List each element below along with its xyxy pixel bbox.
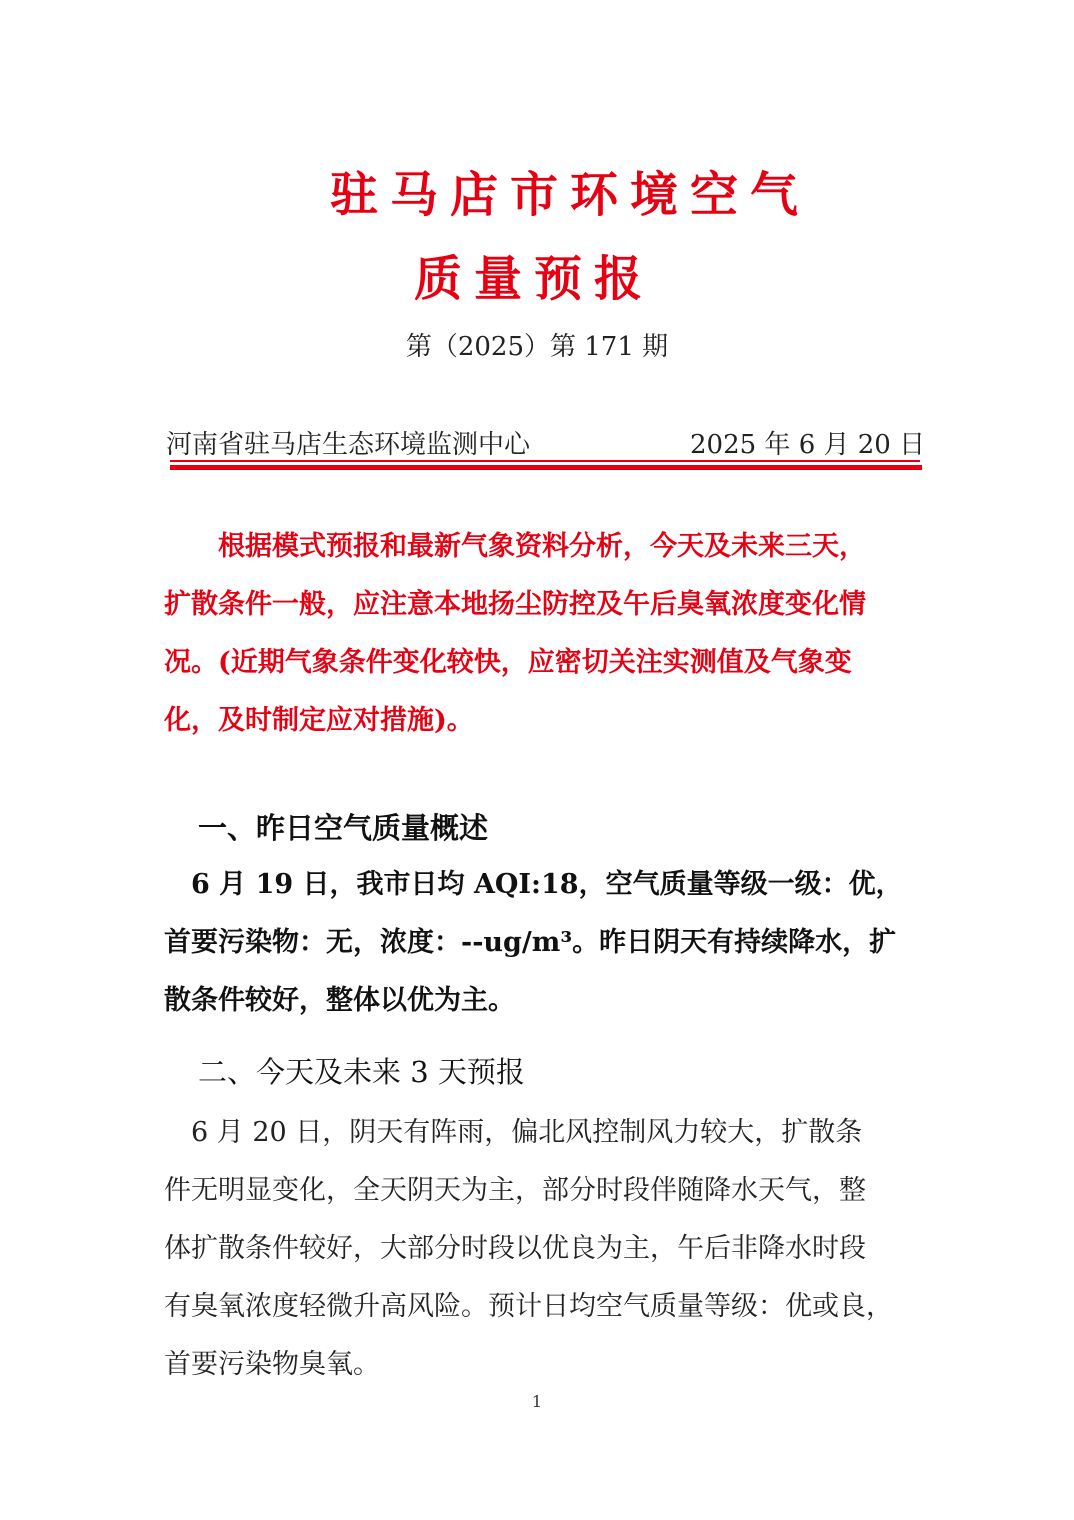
section2-line: 件无明显变化，全天阴天为主，部分时段伴随降水天气，整 [164, 1175, 866, 1206]
issuing-organization: 河南省驻马店生态环境监测中心 [166, 430, 531, 460]
page-number: 1 [531, 1392, 543, 1411]
report-title-line2: 质量预报 [414, 251, 655, 307]
section2-heading: 二、今天及未来 3 天预报 [198, 1055, 525, 1089]
issue-number: 第（2025）第 171 期 [405, 332, 669, 362]
section2-paragraph [164, 1104, 914, 1394]
section2-line: 有臭氧浓度轻微升高风险。预计日均空气质量等级：优或良， [164, 1291, 893, 1322]
section2-line: 6 月 20 日，阴天有阵雨，偏北风控制风力较大，扩散条 [164, 1117, 863, 1148]
summary-line: 化，及时制定应对措施)。 [164, 705, 474, 736]
summary-line: 况。(近期气象条件变化较快，应密切关注实测值及气象变 [164, 647, 852, 678]
section2-line: 首要污染物臭氧。 [164, 1349, 380, 1380]
header-divider-thin [170, 460, 920, 462]
section1-paragraph [164, 856, 914, 1030]
summary-line: 根据模式预报和最新气象资料分析，今天及未来三天， [164, 531, 866, 562]
summary-paragraph [164, 518, 914, 750]
section1-heading: 一、昨日空气质量概述 [198, 811, 489, 845]
summary-line: 扩散条件一般，应注意本地扬尘防控及午后臭氧浓度变化情 [164, 589, 866, 620]
section2-line: 体扩散条件较好，大部分时段以优良为主，午后非降水时段 [164, 1233, 866, 1264]
issue-date: 2025 年 6 月 20 日 [690, 430, 926, 460]
section1-line: 散条件较好，整体以优为主。 [164, 985, 515, 1016]
header-divider-thick [170, 465, 922, 470]
section1-line: 6 月 19 日，我市日均 AQI:18，空气质量等级一级：优， [164, 869, 903, 900]
report-title-line1: 驻马店市环境空气 [330, 167, 811, 223]
section1-line: 首要污染物：无，浓度：--ug/m³。昨日阴天有持续降水，扩 [164, 927, 897, 958]
